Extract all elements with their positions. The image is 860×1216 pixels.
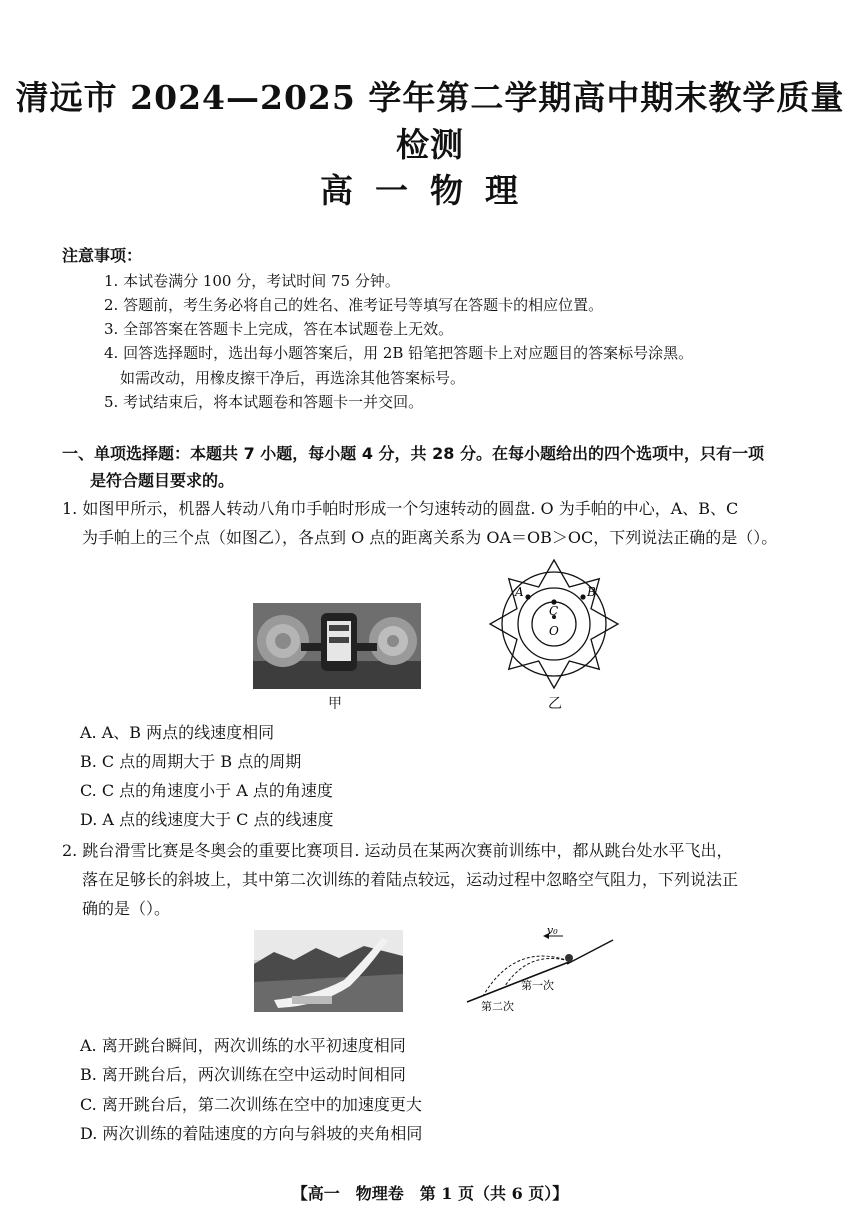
notice-item: 4. 回答选择题时，选出每小题答案后，用 2B 铅笔把答题卡上对应题目的答案标号涂黑。 [104, 344, 694, 362]
figure-handkerchief-diagram [486, 558, 622, 690]
q2-option-b[interactable]: B. 离开跳台后，两次训练在空中运动时间相同 [80, 1065, 406, 1084]
trajectory-diagram-svg [465, 928, 625, 1014]
question-2-line3: 确的是（）。 [82, 899, 171, 918]
q1-option-c[interactable]: C. C 点的角速度小于 A 点的角速度 [80, 781, 333, 800]
ski-jump-photo-image [254, 930, 403, 1012]
page-footer: 【高一 物理卷 第 1 页（共 6 页）】 [291, 1184, 569, 1203]
notice-item: 3. 全部答案在答题卡上完成，答在本试题卷上无效。 [104, 320, 454, 338]
notice-heading: 注意事项： [62, 246, 143, 265]
point-a [525, 594, 530, 599]
label-second: 第二次 [481, 1000, 514, 1013]
section-heading [62, 440, 822, 494]
q2-option-a[interactable]: A. 离开跳台瞬间，两次训练的水平初速度相同 [80, 1036, 406, 1055]
label-c: C [549, 604, 559, 618]
handkerchief-diagram-svg [486, 558, 622, 690]
q1-option-b[interactable]: B. C 点的周期大于 B 点的周期 [80, 752, 302, 771]
q2-option-c[interactable]: C. 离开跳台后，第二次训练在空中的加速度更大 [80, 1095, 422, 1114]
label-first: 第一次 [521, 979, 554, 992]
question-1-line1: 1. 如图甲所示，机器人转动八角巾手帕时形成一个匀速转动的圆盘. O 为手帕的中心，A、B、C [62, 499, 739, 518]
point-b [580, 594, 585, 599]
q2-option-d[interactable]: D. 两次训练的着陆速度的方向与斜坡的夹角相同 [80, 1124, 423, 1143]
figure-trajectory-diagram [465, 928, 625, 1014]
robot-photo-image [253, 603, 421, 689]
skier [565, 954, 573, 962]
question-2-line2: 落在足够长的斜坡上，其中第二次训练的着陆点较远，运动过程中忽略空气阻力，下列说法正 [82, 870, 739, 889]
question-1-stem [62, 494, 822, 552]
notice-item-continued: 如需改动，用橡皮擦干净后，再选涂其他答案标号。 [120, 369, 466, 387]
label-o: O [549, 624, 559, 638]
subject-title: 高一物理 [320, 171, 540, 210]
label-v0: v₀ [547, 928, 558, 937]
question-2-line1: 2. 跳台滑雪比赛是冬奥会的重要比赛项目. 运动员在某两次赛前训练中，都从跳台处水平飞出， [62, 841, 733, 860]
figure-ski-jump-photo [254, 930, 403, 1012]
notice-item: 2. 答题前，考生务必将自己的姓名、准考证号等填写在答题卡的相应位置。 [104, 296, 604, 314]
label-b: B [587, 585, 596, 599]
notice-item: 5. 考试结束后，将本试题卷和答题卡一并交回。 [104, 393, 424, 411]
q1-option-d[interactable]: D. A 点的线速度大于 C 点的线速度 [80, 810, 334, 829]
exam-title: 清远市 2024—2025 学年第二学期高中期末教学质量检测 [15, 78, 845, 164]
figure-robot-photo [253, 603, 421, 689]
question-1-line2: 为手帕上的三个点（如图乙），各点到 O 点的距离关系为 OA＝OB＞OC，下列说法正确的是（）。 [82, 528, 778, 547]
section-heading-line2: 是符合题目要求的。 [90, 471, 235, 490]
question-2-stem [62, 836, 822, 923]
q1-option-a[interactable]: A. A、B 两点的线速度相同 [80, 723, 275, 742]
label-a: A [515, 585, 524, 599]
notice-item: 1. 本试卷满分 100 分，考试时间 75 分钟。 [104, 272, 400, 290]
section-heading-line1: 一、单项选择题：本题共 7 小题，每小题 4 分，共 28 分。在每小题给出的四个选项中，只有一项 [62, 444, 764, 463]
figure-a-caption: 甲 [328, 696, 342, 712]
figure-b-caption: 乙 [548, 696, 562, 712]
platform-line [567, 940, 613, 964]
